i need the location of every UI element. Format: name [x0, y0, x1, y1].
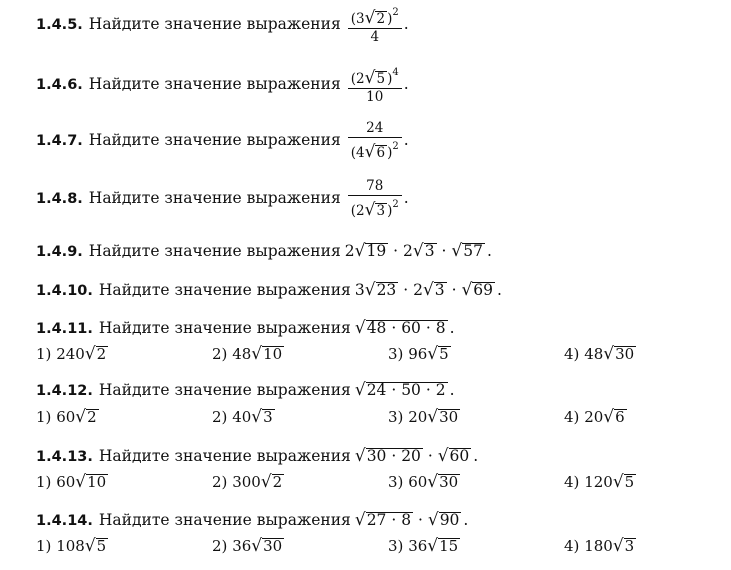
problem-number: 1.4.8. — [36, 191, 83, 207]
problem-prompt: Найдите значение выражения — [98, 447, 351, 465]
problem-1-4-10: 1.4.10. Найдите значение выражения 3√23 · 2√3 · √69 . — [36, 280, 502, 300]
problem-1-4-11: 1.4.11. Найдите значение выражения √48 · 60 · 8 . — [36, 318, 455, 338]
problem-prompt: Найдите значение выражения — [98, 511, 351, 529]
answer-option[interactable]: 4) 120√5 — [564, 472, 635, 492]
problem-number: 1.4.6. — [36, 77, 83, 93]
problem-1-4-12: 1.4.12. Найдите значение выражения √24 · 50 · 2 . — [36, 380, 455, 400]
answer-option[interactable]: 2) 40√3 — [212, 407, 273, 427]
expression: 3√23 · 2√3 · √69 — [354, 280, 494, 300]
problem-number: 1.4.13. — [36, 449, 93, 465]
problem-number: 1.4.5. — [36, 17, 83, 33]
problem-prompt: Найдите значение выражения — [88, 131, 341, 149]
problem-1-4-8: 1.4.8. Найдите значение выражения $\frac{78}{(2√3 )^2}$ . — [36, 178, 409, 220]
answer-option[interactable]: 3) 60√30 — [388, 472, 459, 492]
problem-prompt: Найдите значение выражения — [88, 75, 341, 93]
answer-option[interactable]: 3) 96√5 — [388, 344, 449, 364]
expression: √30 · 20 · √60 — [354, 446, 470, 466]
problem-1-4-13: 1.4.13. Найдите значение выражения √30 · 20 · √60 . — [36, 446, 479, 466]
problem-number: 1.4.12. — [36, 383, 93, 399]
answer-option[interactable]: 4) 20√6 — [564, 407, 625, 427]
problem-1-4-5: 1.4.5. Найдите значение выражения $\frac{(3√2 )^2}{4}$ . — [36, 4, 409, 46]
expression: √24 · 50 · 2 — [354, 380, 446, 400]
problem-number: 1.4.7. — [36, 133, 83, 149]
problem-number: 1.4.9. — [36, 244, 83, 260]
answer-option[interactable]: 3) 36√15 — [388, 536, 459, 556]
answer-option[interactable]: 1) 60√10 — [36, 472, 107, 492]
expression: √48 · 60 · 8 — [354, 318, 446, 338]
problem-prompt: Найдите значение выражения — [88, 189, 341, 207]
expression: 2√19 · 2√3 · √57 — [344, 241, 483, 261]
problem-1-4-6: 1.4.6. Найдите значение выражения $\frac{(2√5 )^4}{10}$ . — [36, 64, 409, 106]
answer-option[interactable]: 1) 240√2 — [36, 344, 107, 364]
problem-1-4-9: 1.4.9. Найдите значение выражения 2√19 · 2√3 · √57 . — [36, 241, 492, 261]
expression: √27 · 8 · √90 — [354, 510, 460, 530]
problem-number: 1.4.11. — [36, 321, 93, 337]
answer-option[interactable]: 3) 20√30 — [388, 407, 459, 427]
problem-prompt: Найдите значение выражения — [98, 281, 351, 299]
answer-option[interactable]: 4) 180√3 — [564, 536, 635, 556]
problem-number: 1.4.10. — [36, 283, 93, 299]
answer-option[interactable]: 4) 48√30 — [564, 344, 635, 364]
answer-option[interactable]: 1) 60√2 — [36, 407, 97, 427]
fraction: $\frac{(2√5 )^4}{10}$ — [348, 64, 402, 106]
answer-option[interactable]: 2) 300√2 — [212, 472, 283, 492]
fraction: $\frac{78}{(2√3 )^2}$ — [348, 178, 402, 220]
problem-prompt: Найдите значение выражения — [88, 15, 341, 33]
problem-1-4-14: 1.4.14. Найдите значение выражения √27 · 8 · √90 . — [36, 510, 469, 530]
fraction: $\frac{24}{(4√6 )^2}$ — [348, 120, 402, 162]
answer-option[interactable]: 2) 36√30 — [212, 536, 283, 556]
answer-option[interactable]: 1) 108√5 — [36, 536, 107, 556]
problem-prompt: Найдите значение выражения — [88, 242, 341, 260]
problem-1-4-7: 1.4.7. Найдите значение выражения $\frac{24}{(4√6 )^2}$ . — [36, 120, 409, 162]
problem-prompt: Найдите значение выражения — [98, 381, 351, 399]
answer-option[interactable]: 2) 48√10 — [212, 344, 283, 364]
problem-number: 1.4.14. — [36, 513, 93, 529]
fraction: $\frac{(3√2 )^2}{4}$ — [348, 4, 402, 46]
problem-prompt: Найдите значение выражения — [98, 319, 351, 337]
